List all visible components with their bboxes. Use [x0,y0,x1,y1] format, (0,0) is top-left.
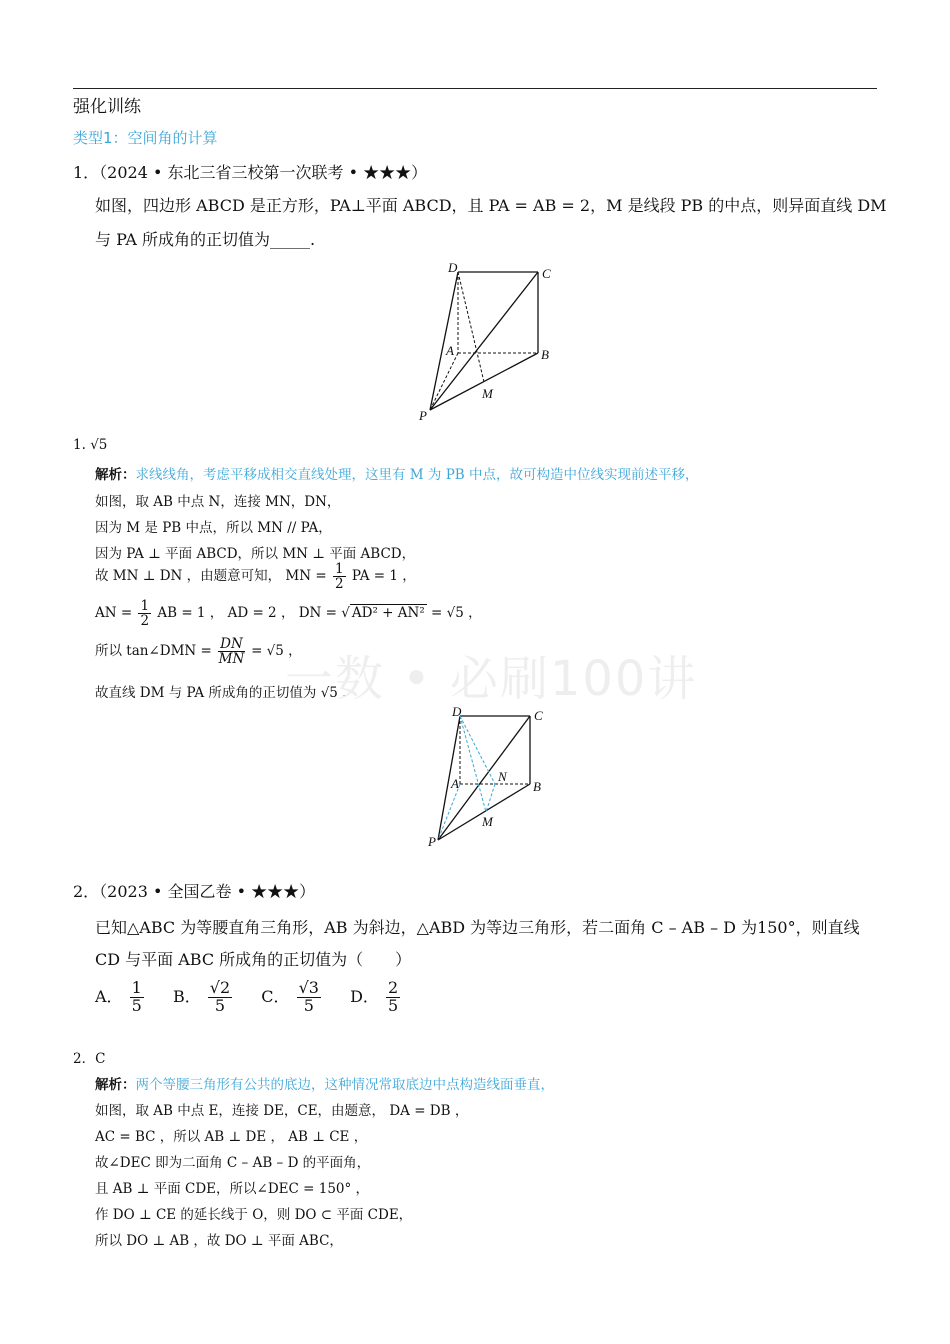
a1-l5b: AB = 1 ， AD = 2 ， DN = [157,605,337,622]
f2-label-a: A [451,776,459,791]
type-title: 类型1：空间角的计算 [73,129,218,147]
q1-header: 1．（2024 • 东北三省三校第一次联考 • ★★★） [73,163,428,182]
a1-l5c: AD² + AN² [351,605,425,622]
a1-tip-line [95,463,699,483]
q2-line2: CD 与平面 ABC 所成角的正切值为（ ） [95,950,412,969]
f2-edge-ap [438,784,460,840]
a1-l4a: 故 MN ⊥ DN ，由题意可知， MN = [95,568,327,585]
f2-label-d: D [452,704,462,719]
half-num-2: 1 [140,598,150,614]
half-den: 2 [334,576,344,593]
option-a-label: A． [95,986,123,1006]
a1-l5d: = √5 ， [431,605,482,622]
option-d-num: 2 [388,978,399,997]
option-a-num: 1 [131,978,142,997]
half-fraction [333,562,346,591]
a2-label: 解析： [95,1077,136,1093]
a2-l2: AC = BC ，所以 AB ⊥ DE ， AB ⊥ CE ， [95,1129,368,1145]
half-fraction-2 [138,599,151,628]
a2-l4: 且 AB ⊥ 平面 CDE，所以∠DEC = 150° ， [95,1181,370,1197]
f2-label-n: N [498,769,507,784]
a2-answer: 2．C [73,1051,106,1067]
a1-l5a: AN = [95,605,133,622]
a1-l2: 因为 M 是 PB 中点，所以 MN // PA， [95,520,332,536]
label-b: B [541,347,549,362]
watermark: 一数 • 必刷100讲 [285,651,698,707]
dn-num: DN [220,636,243,652]
a1-l4b: PA = 1 ， [351,568,416,585]
option-c[interactable] [261,978,328,1015]
option-c-den: 5 [303,995,314,1015]
f2-edge-dm [460,716,486,812]
a1-l6 [95,637,302,666]
edge-dm [458,272,484,382]
q1-line2: 与 PA 所成角的正切值为_____. [95,230,316,249]
a1-l5: AN = $\frac{1}{2}$ AB = 1 ， AD = 2 ， DN = √ AD² + AN² = √5 ， [95,598,482,630]
option-a-fraction [130,980,144,1015]
header-rule [73,88,877,89]
section-title: 强化训练 [73,97,141,117]
option-b-fraction [208,980,232,1015]
q2-line1: 已知△ABC 为等腰直角三角形，AB 为斜边，△ABD 为等边三角形，若二面角 C – AB – D 为150°，则直线 [95,918,860,937]
a1-tip: 求线线角，考虑平移成相交直线处理，这里有 M 为 PB 中点，故可构造中位线实现前述平移， [135,467,699,483]
option-a-den: 5 [131,995,142,1015]
a1-answer-value: √5 [90,437,108,453]
f2-label-p: P [428,834,436,849]
f2-edge-dn [460,716,495,784]
label-m: M [482,386,493,401]
q2-header: 2．（2023 • 全国乙卷 • ★★★） [73,882,316,901]
f2-label-c: C [534,708,543,723]
label-c: C [542,266,551,281]
a1-figure [420,700,570,855]
edge-dp [430,272,458,410]
q2-options [95,980,402,1015]
a1-l7: 故直线 DM 与 PA 所成角的正切值为 √5 . [95,685,347,701]
a2-l6: 所以 DO ⊥ AB ，故 DO ⊥ 平面 ABC， [95,1233,343,1249]
option-c-label: C． [261,986,290,1006]
a1-answer-prefix: 1. [73,437,86,453]
f2-edge-pb [438,784,530,840]
mn-den: MN [218,651,245,668]
a2-tip: 两个等腰三角形有公共的底边，这种情况常取底边中点构造线面垂直， [135,1077,554,1093]
half-num: 1 [334,561,344,577]
option-a[interactable] [95,978,151,1015]
label-a: A [446,343,454,358]
dn-mn-fraction [218,637,245,666]
option-b-den: 5 [214,995,226,1015]
a2-l1: 如图，取 AB 中点 E，连接 DE，CE，由题意， DA = DB ， [95,1103,469,1119]
a1-l4 [95,562,416,591]
label-d: D [448,260,458,275]
a1-l6b: = √5 ， [251,643,302,660]
option-d[interactable] [350,978,402,1015]
a1-l3: 因为 PA ⊥ 平面 ABCD，所以 MN ⊥ 平面 ABCD， [95,546,416,562]
option-c-num: √3 [298,978,319,997]
a1-label: 解析： [95,467,136,483]
option-d-fraction [386,980,400,1015]
option-b-num: √2 [209,978,231,997]
a1-answer [73,437,107,453]
a1-l6a: 所以 tan∠DMN = [95,643,212,660]
q1-figure [410,258,560,428]
half-den-2: 2 [140,613,150,630]
edge-ap [430,353,458,410]
option-b-label: B． [172,986,201,1006]
f2-label-m: M [482,814,493,829]
option-c-fraction [297,980,321,1015]
a2-l5: 作 DO ⊥ CE 的延长线于 O，则 DO ⊂ 平面 CDE， [95,1207,413,1223]
label-p: P [419,408,427,423]
q1-line1: 如图，四边形 ABCD 是正方形，PA⊥平面 ABCD，且 PA = AB = 2，M 是线段 PB 的中点，则异面直线 DM [95,196,887,215]
option-d-den: 5 [388,995,399,1015]
a2-l3: 故∠DEC 即为二面角 C – AB – D 的平面角， [95,1155,371,1171]
option-d-label: D． [350,986,379,1006]
option-b[interactable] [172,978,239,1015]
a2-tip-line [95,1073,554,1093]
f2-label-b: B [533,779,541,794]
a1-l1: 如图，取 AB 中点 N，连接 MN，DN， [95,494,341,510]
